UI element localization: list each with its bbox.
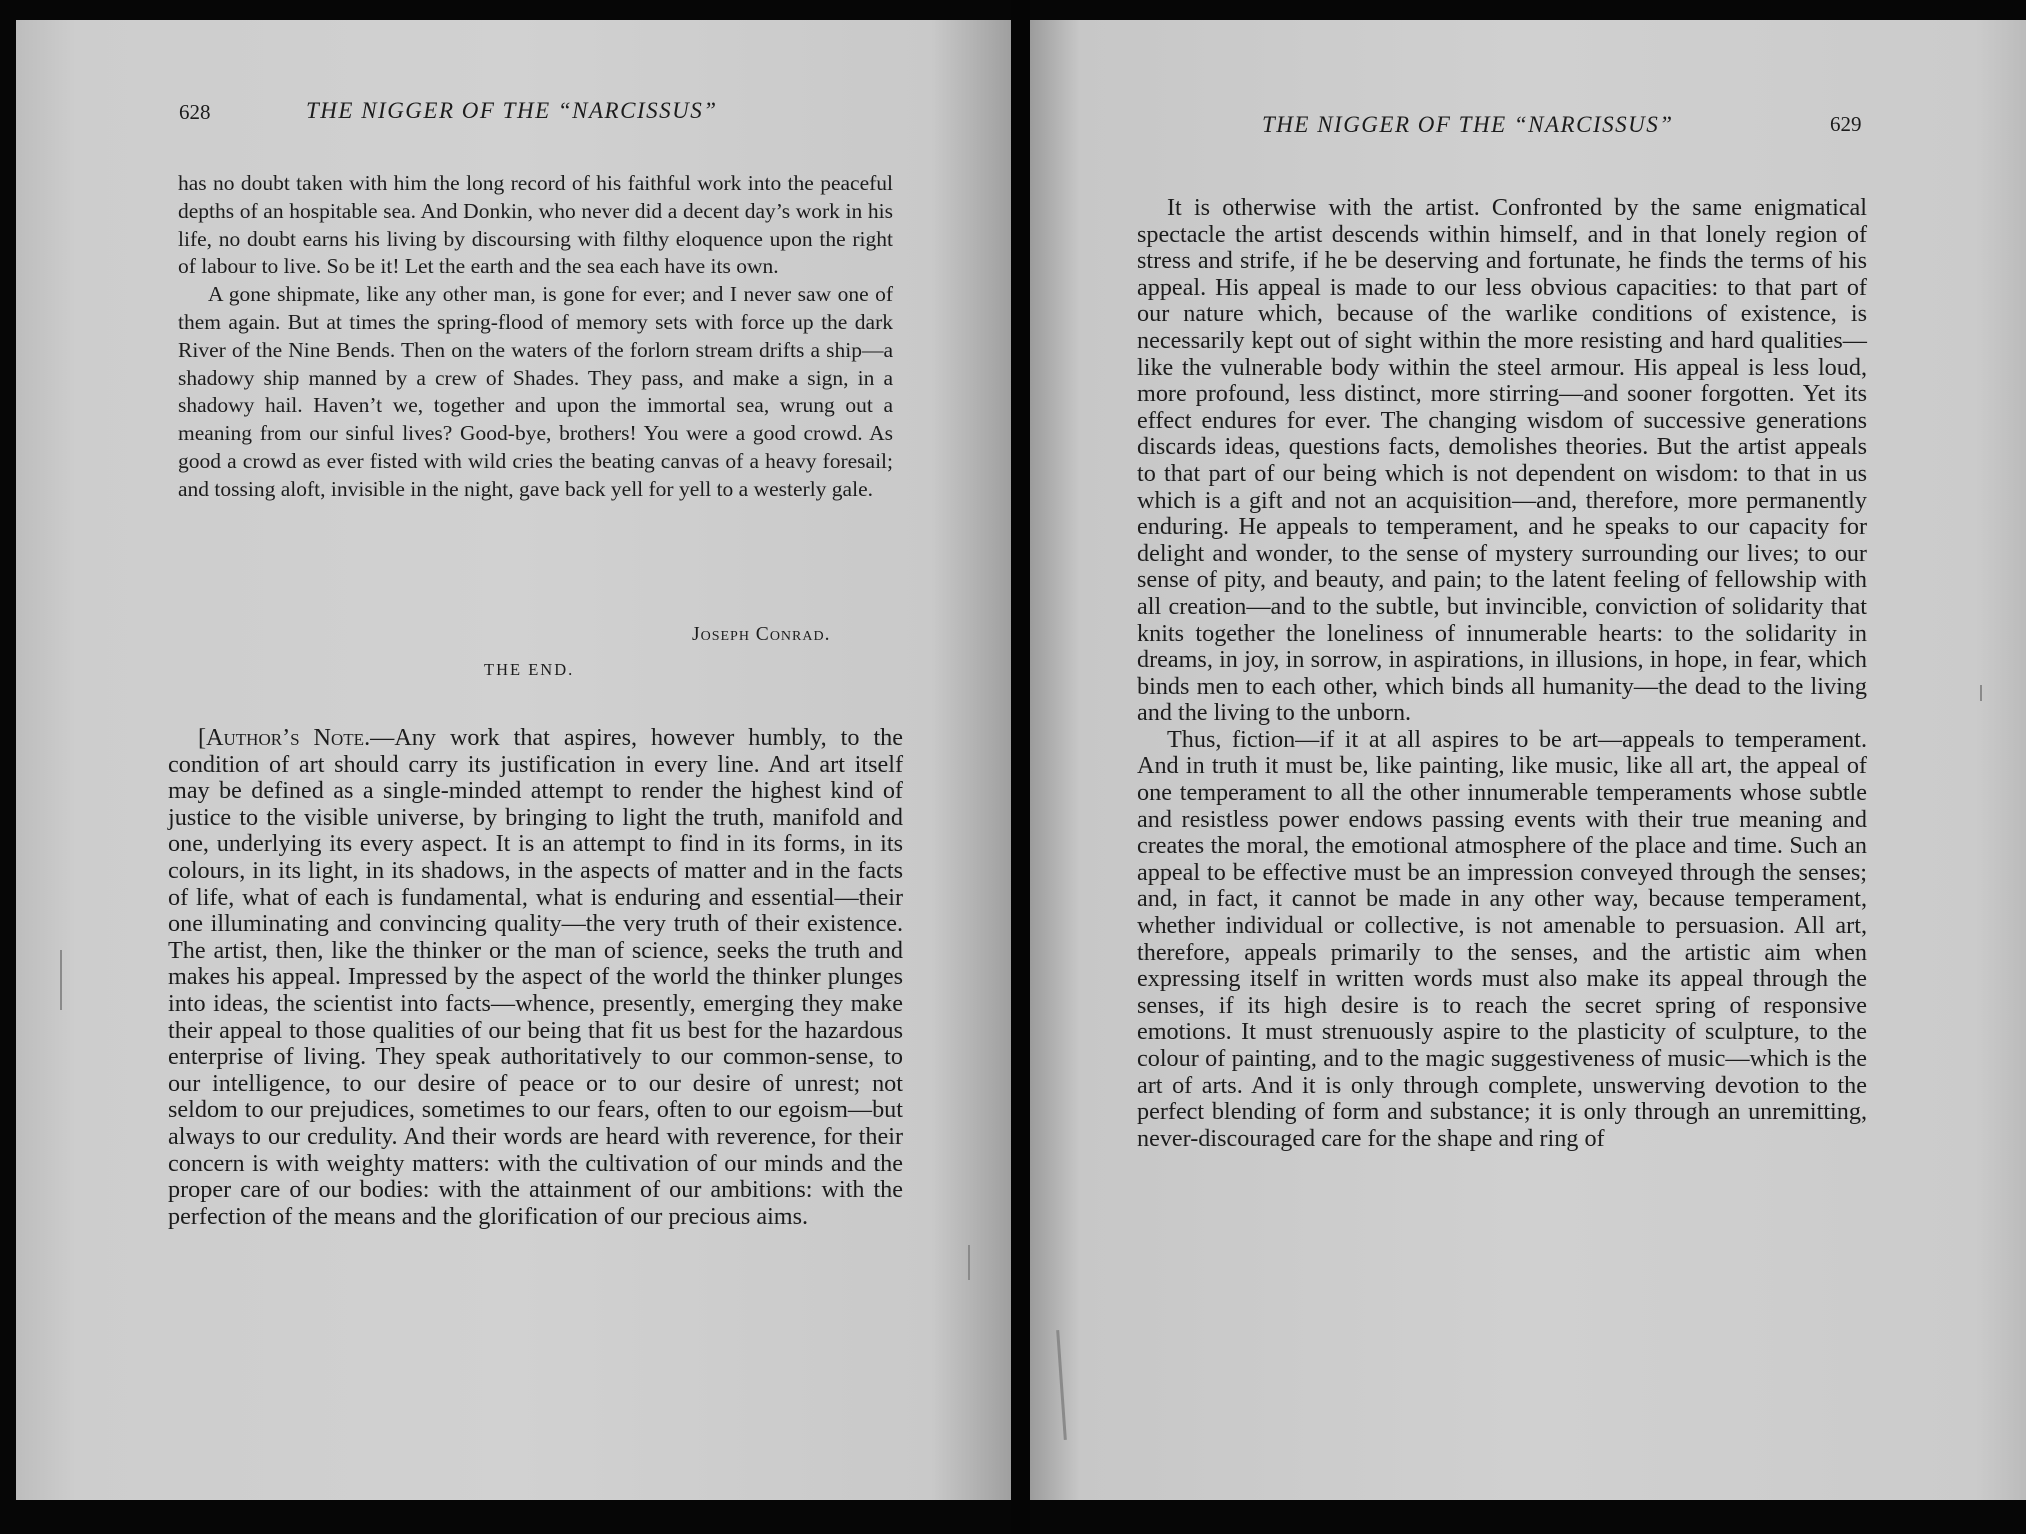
margin-mark: [968, 1245, 970, 1280]
running-head: [1262, 112, 1674, 138]
authors-note: [168, 725, 903, 1230]
left-page: [16, 20, 1011, 1500]
running-head-title: THE NIGGER OF THE “NARCISSUS”: [306, 98, 718, 123]
preface-text: [1137, 195, 1867, 1152]
page-number: 628: [179, 100, 211, 124]
chapter-ending: [178, 170, 893, 504]
paragraph: has no doubt taken with him the long record of his faithful work into the peaceful depths of an hospitable sea. And Donkin, who never did a decent day’s work in his life, no doubt earns his living by discoursing with filthy eloquence upon the right of labour to live. So be it! Let the earth and the sea each have its own.: [178, 171, 893, 279]
authors-note-label: [Author’s Note.: [198, 724, 371, 751]
paragraph: Thus, fiction—if it at all aspires to be art—appeals to temperament. And in truth it must be, like painting, like music, like all art, the appeal of one temperament to all the other innumerable temperaments whose subtle and resistless power endows passing events with their true meaning and creates the moral, the emotional atmosphere of the place and time. Such an appeal to be effective must be an impression conveyed through the senses; and, in fact, it cannot be made in any other way, because temperament, whether individual or collective, is not amenable to persuasion. All art, therefore, appeals primarily to the senses, and the artistic aim when expressing itself in written words must also make its appeal through the senses, if its high desire is to reach the secret spring of responsive emotions. It must strenuously aspire to the plasticity of sculpture, to the colour of painting, and to the magic suggestiveness of music—which is the art of arts. And it is only through complete, unswerving devotion to the perfect blending of form and substance; it is only through an unremitting, never-discouraged care for the shape and ring of: [1137, 725, 1867, 1152]
running-head-title: THE NIGGER OF THE “NARCISSUS”: [1262, 112, 1674, 137]
page-number: 629: [1830, 112, 1862, 136]
paragraph: A gone shipmate, like any other man, is gone for ever; and I never saw one of them again. But at times the spring-flood of memory sets with force up the dark River of the Nine Bends. Then on the waters of the forlorn stream drifts a ship—a shadowy ship manned by a crew of Shades. They pass, and make a sign, in a shadowy hail. Haven’t we, together and upon the immortal sea, wrung out a meaning from our sinful lives? Good-bye, brothers! You were a good crowd. As good a crowd as ever fisted with wild cries the beating canvas of a heavy foresail; and tossing aloft, invisible in the night, gave back yell for yell to a westerly gale.: [178, 282, 893, 501]
margin-mark: [1980, 685, 1982, 701]
the-end-label: THE END.: [484, 660, 575, 679]
margin-mark: [1056, 1330, 1067, 1440]
right-page: [1030, 20, 2026, 1500]
paragraph: It is otherwise with the artist. Confronted by the same enigmatical spectacle the artist descends within himself, and in that lonely region of stress and strife, if he be deserving and fortunate, he finds the terms of his appeal. His appeal is made to our less obvious capacities: to that part of our nature which, because of the warlike conditions of existence, is necessarily kept out of sight within the more resisting and hard qualities—like the vulnerable body within the steel armour. His appeal is less loud, more profound, less distinct, more stirring—and sooner forgotten. Yet its effect endures for ever. The changing wisdom of successive generations discards ideas, questions facts, demolishes theories. But the artist appeals to that part of our being which is not dependent on wisdom: to that in us which is a gift and not an acquisition—and, therefore, more permanently enduring. He appeals to temperament, and he speaks to our capacity for delight and wonder, to the sense of mystery surrounding our lives; to our sense of pity, and beauty, and pain; to the latent feeling of fellowship with all creation—and to the subtle, but invincible, conviction of solidarity that knits together the loneliness of innumerable hearts: to the solidarity in dreams, in joy, in sorrow, in aspirations, in illusions, in hope, in fear, which binds men to each other, which binds all humanity—the dead to the living and the living to the unborn.: [1137, 194, 1867, 727]
paragraph: [168, 725, 903, 1230]
author-signature: Joseph Conrad.: [692, 624, 831, 645]
book-gutter: [1011, 0, 1030, 1534]
authors-note-text: —Any work that aspires, however humbly, to the condition of art should carry its justification in every line. And art itself may be defined as a single-minded attempt to render the highest kind of justice to the visible universe, by bringing to light the truth, manifold and one, underlying its every aspect. It is an attempt to find in its forms, in its colours, in its light, in its shadows, in the aspects of matter and in the facts of life, what of each is fundamental, what is enduring and essential—their one illuminating and convincing quality—the very truth of their existence. The artist, then, like the thinker or the man of science, seeks the truth and makes his appeal. Impressed by the aspect of the world the thinker plunges into ideas, the scientist into facts—whence, presently, emerging they make their appeal to those qualities of our being that fit us best for the hazardous enterprise of living. They speak authoritatively to our common-sense, to our intelligence, to our desire of peace or to our desire of unrest; not seldom to our prejudices, sometimes to our fears, often to our egoism—but always to our credulity. And their words are heard with reverence, for their concern is with weighty matters: with the cultivation of our minds and the proper care of our bodies: with the attainment of our ambitions: with the perfection of the means and the glorification of our precious aims.: [168, 724, 903, 1230]
running-head: [306, 98, 718, 124]
margin-mark: [60, 950, 62, 1010]
